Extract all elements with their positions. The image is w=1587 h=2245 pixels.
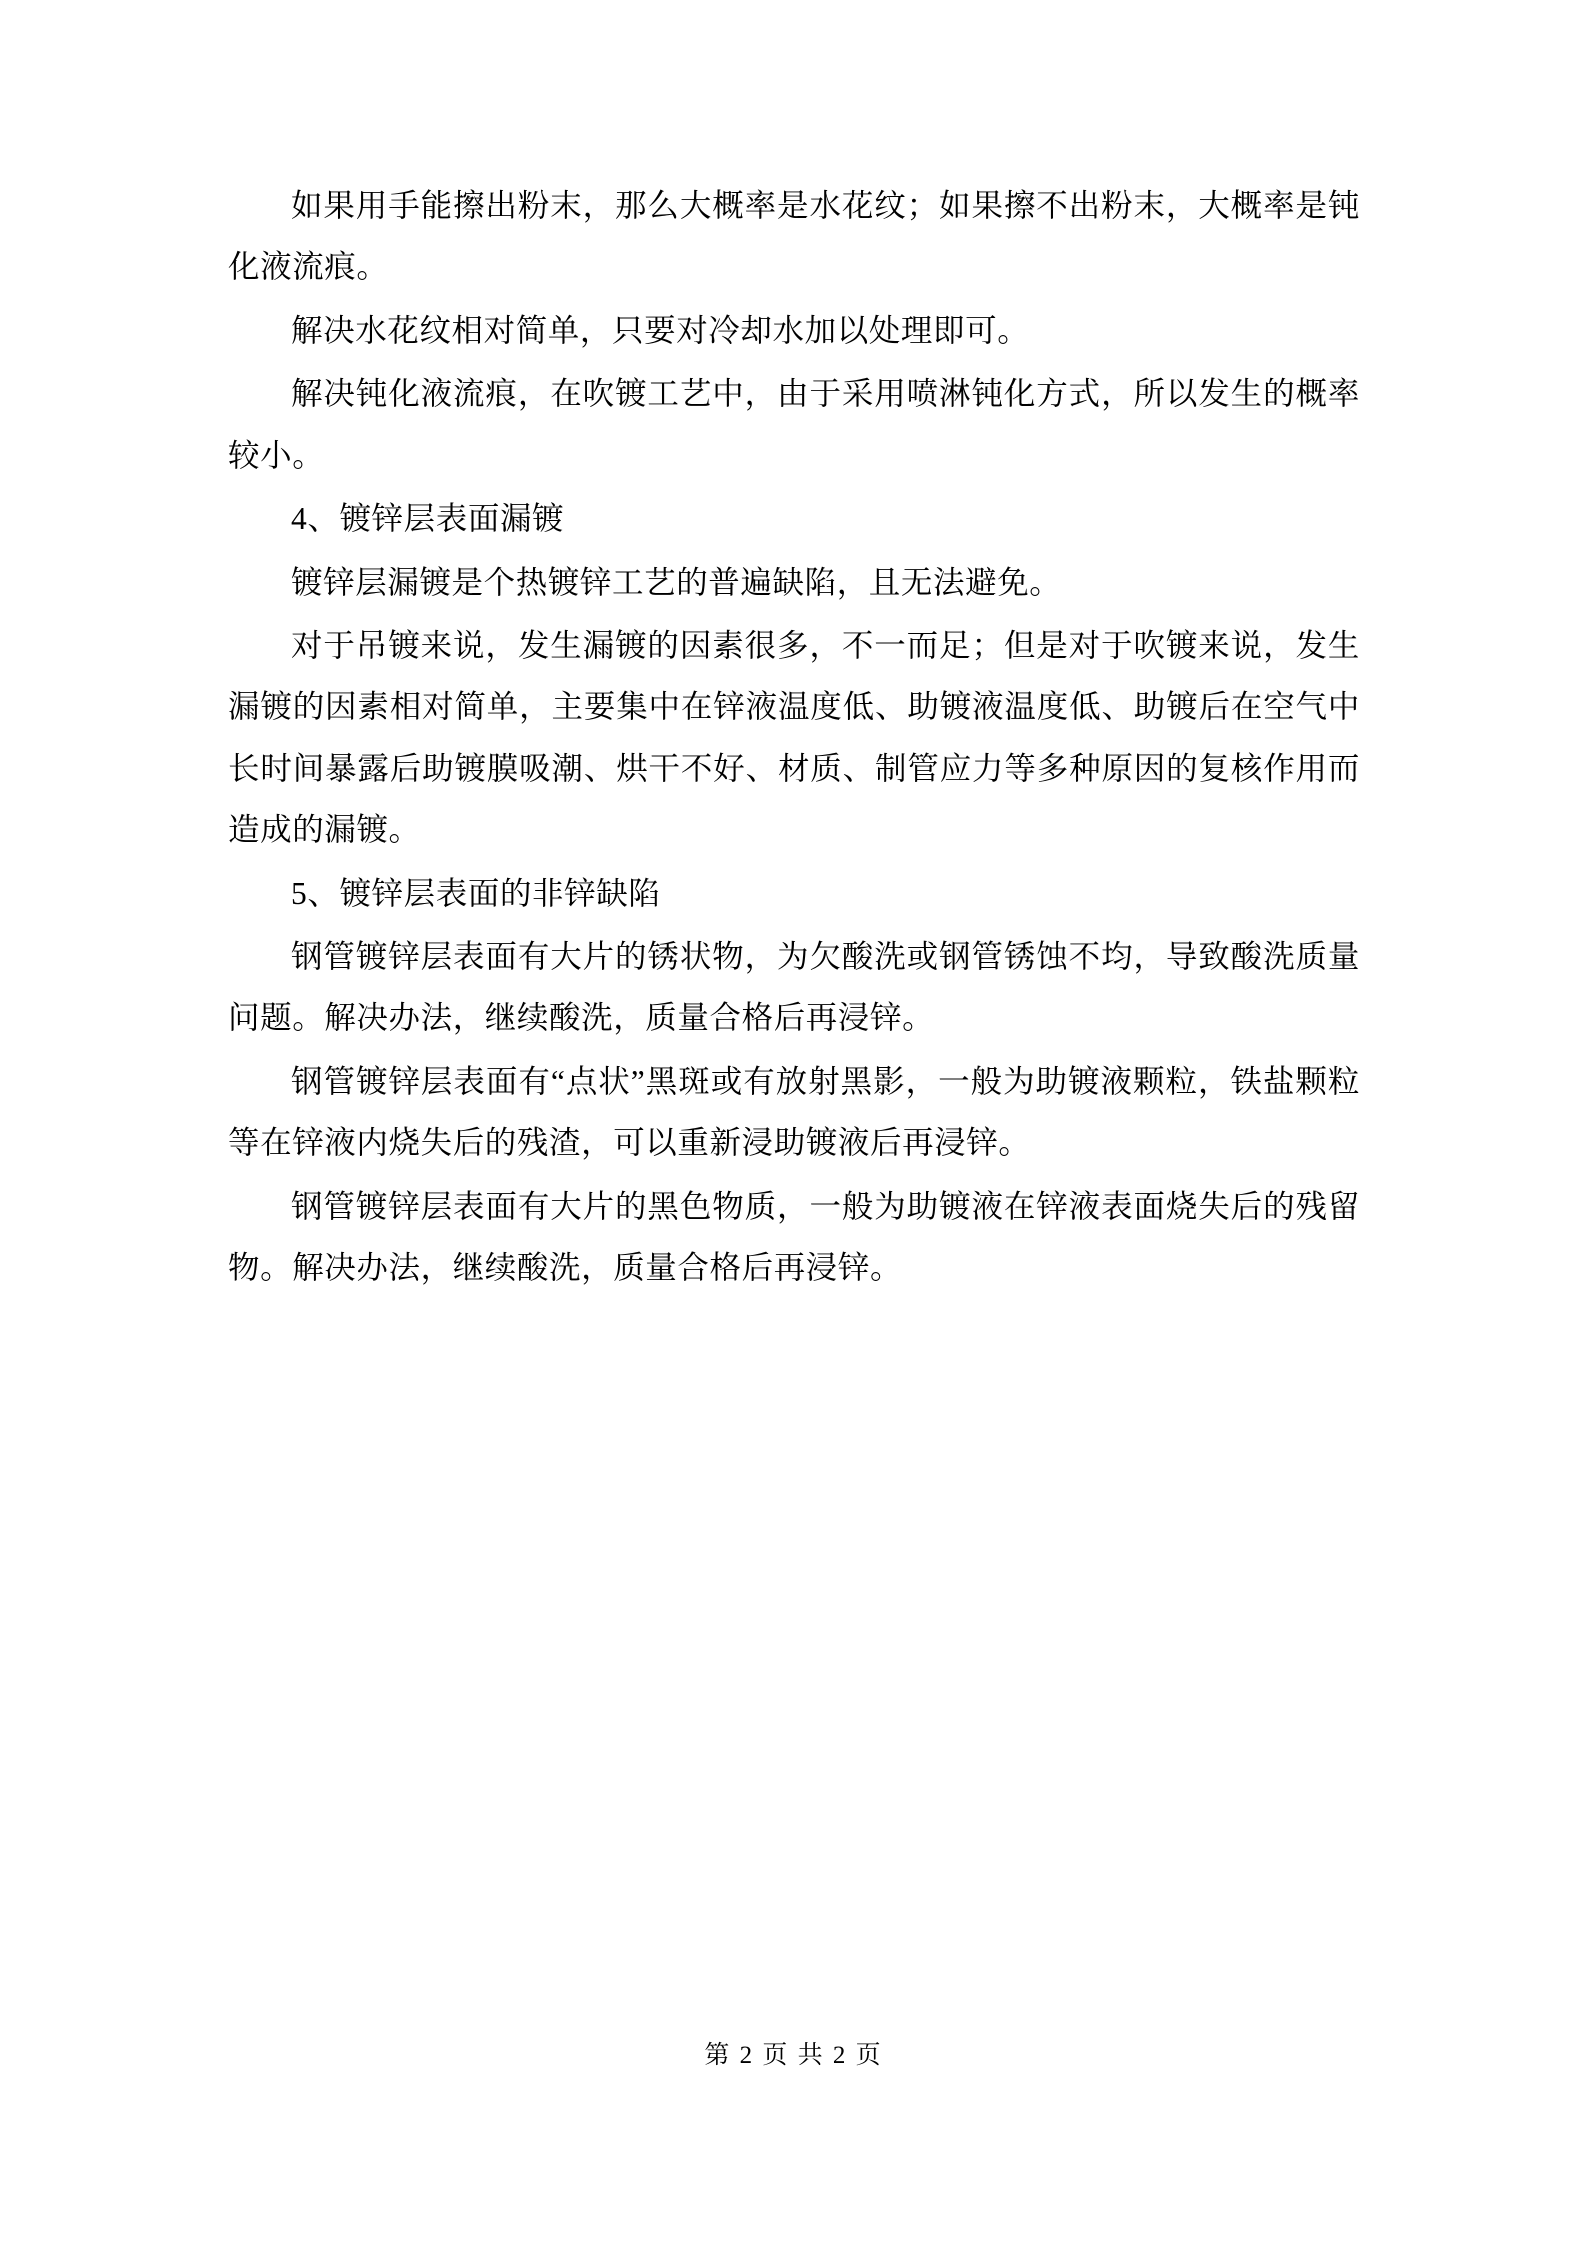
page-footer: 第 2 页 共 2 页: [704, 2042, 883, 2069]
paragraph: 钢管镀锌层表面有大片的黑色物质，一般为助镀液在锌液表面烧失后的残留物。解决办法，继续酸洗，质量合格后再浸锌。: [228, 1188, 1360, 1286]
paragraph: 钢管镀锌层表面有“点状”黑斑或有放射黑影，一般为助镀液颗粒，铁盐颗粒等在锌液内烧失后的残渣，可以重新浸助镀液后再浸锌。: [228, 1063, 1360, 1161]
paragraph: 解决水花纹相对简单，只要对冷却水加以处理即可。: [291, 312, 1030, 348]
paragraph: 解决钝化液流痕，在吹镀工艺中，由于采用喷淋钝化方式，所以发生的概率较小。: [228, 376, 1360, 473]
paragraph: 钢管镀锌层表面有大片的锈状物，为欠酸洗或钢管锈蚀不均，导致酸洗质量问题。解决办法，继续酸洗，质量合格后再浸锌。: [228, 939, 1360, 1036]
section-heading-5: 5、镀锌层表面的非锌缺陷: [291, 875, 661, 911]
document-body: [228, 175, 1360, 1301]
section-heading-4: 4、镀锌层表面漏镀: [291, 501, 565, 537]
paragraph: 对于吊镀来说，发生漏镀的因素很多，不一而足；但是对于吹镀来说，发生漏镀的因素相对简单，主要集中在锌液温度低、助镀液温度低、助镀后在空气中长时间暴露后助镀膜吸潮、烘干不好、材质、制管应力等多种原因的复核作用而造成的漏镀。: [228, 627, 1360, 848]
paragraph: 如果用手能擦出粉末，那么大概率是水花纹；如果擦不出粉末，大概率是钝化液流痕。: [228, 188, 1360, 285]
paragraph: 镀锌层漏镀是个热镀锌工艺的普遍缺陷，且无法避免。: [291, 564, 1062, 600]
